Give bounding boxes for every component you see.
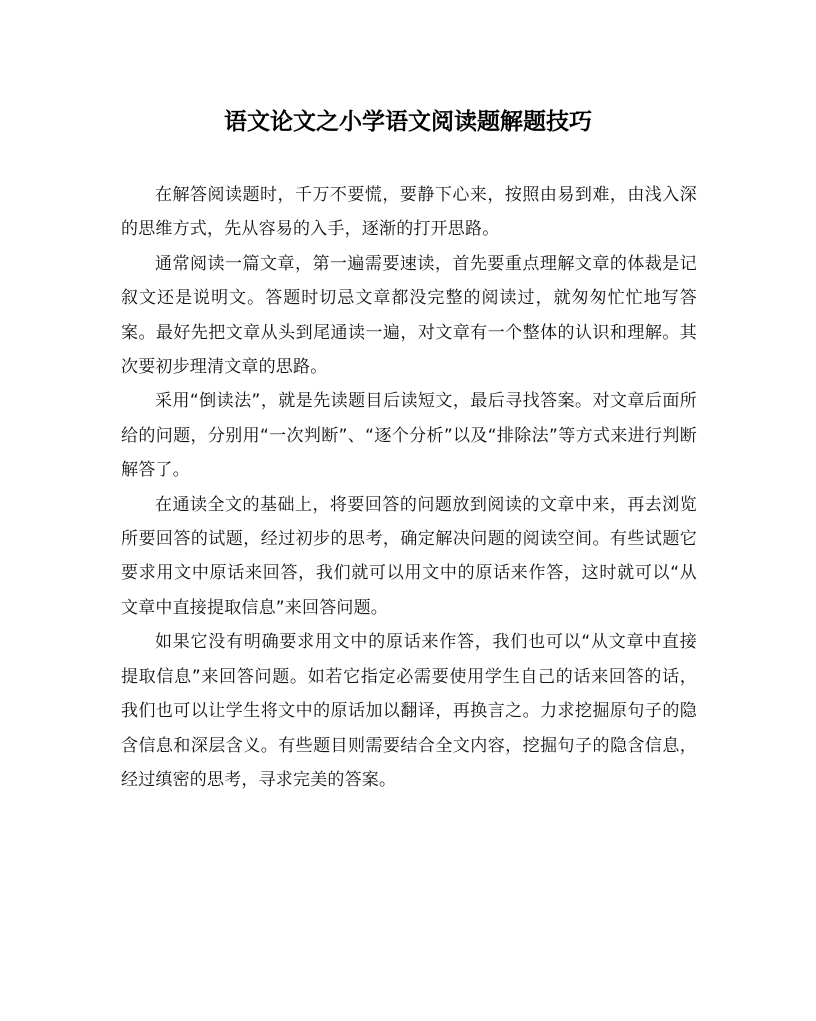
paragraph-4: 在通读全文的基础上，将要回答的问题放到阅读的文章中来，再去浏览所要回答的试题，经过初步的思考，确定解决问题的阅读空间。有些试题它要求用文中原话来回答，我们就可以用文中的原话来作答，这时就可以“从文章中直接提取信息”来回答问题。 xyxy=(121,494,697,618)
paragraph-3: 采用“倒读法”，就是先读题目后读短文，最后寻找答案。对文章后面所给的问题，分别用“一次判断”、“逐个分析”以及“排除法”等方式来进行判断解答了。 xyxy=(121,391,697,481)
paragraph-5: 如果它没有明确要求用文中的原话来作答，我们也可以“从文章中直接提取信息”来回答问题。如若它指定必需要使用学生自己的话来回答的话，我们也可以让学生将文中的原话加以翻译，再换言之。力求挖掘原句子的隐含信息和深层含义。有些题目则需要结合全文内容，挖掘句子的隐含信息，经过缜密的思考，寻求完美的答案。 xyxy=(121,632,697,790)
document-body xyxy=(121,178,697,797)
document-title: 语文论文之小学语文阅读题解题技巧 xyxy=(224,108,592,135)
paragraph-1: 在解答阅读题时，千万不要慌，要静下心来，按照由易到难，由浅入深的思维方式，先从容易的入手，逐渐的打开思路。 xyxy=(121,185,697,240)
paragraph-2: 通常阅读一篇文章，第一遍需要速读，首先要重点理解文章的体裁是记叙文还是说明文。答题时切忌文章都没完整的阅读过，就匆匆忙忙地写答案。最好先把文章从头到尾通读一遍，对文章有一个整体的认识和理解。其次要初步理清文章的思路。 xyxy=(121,253,697,378)
